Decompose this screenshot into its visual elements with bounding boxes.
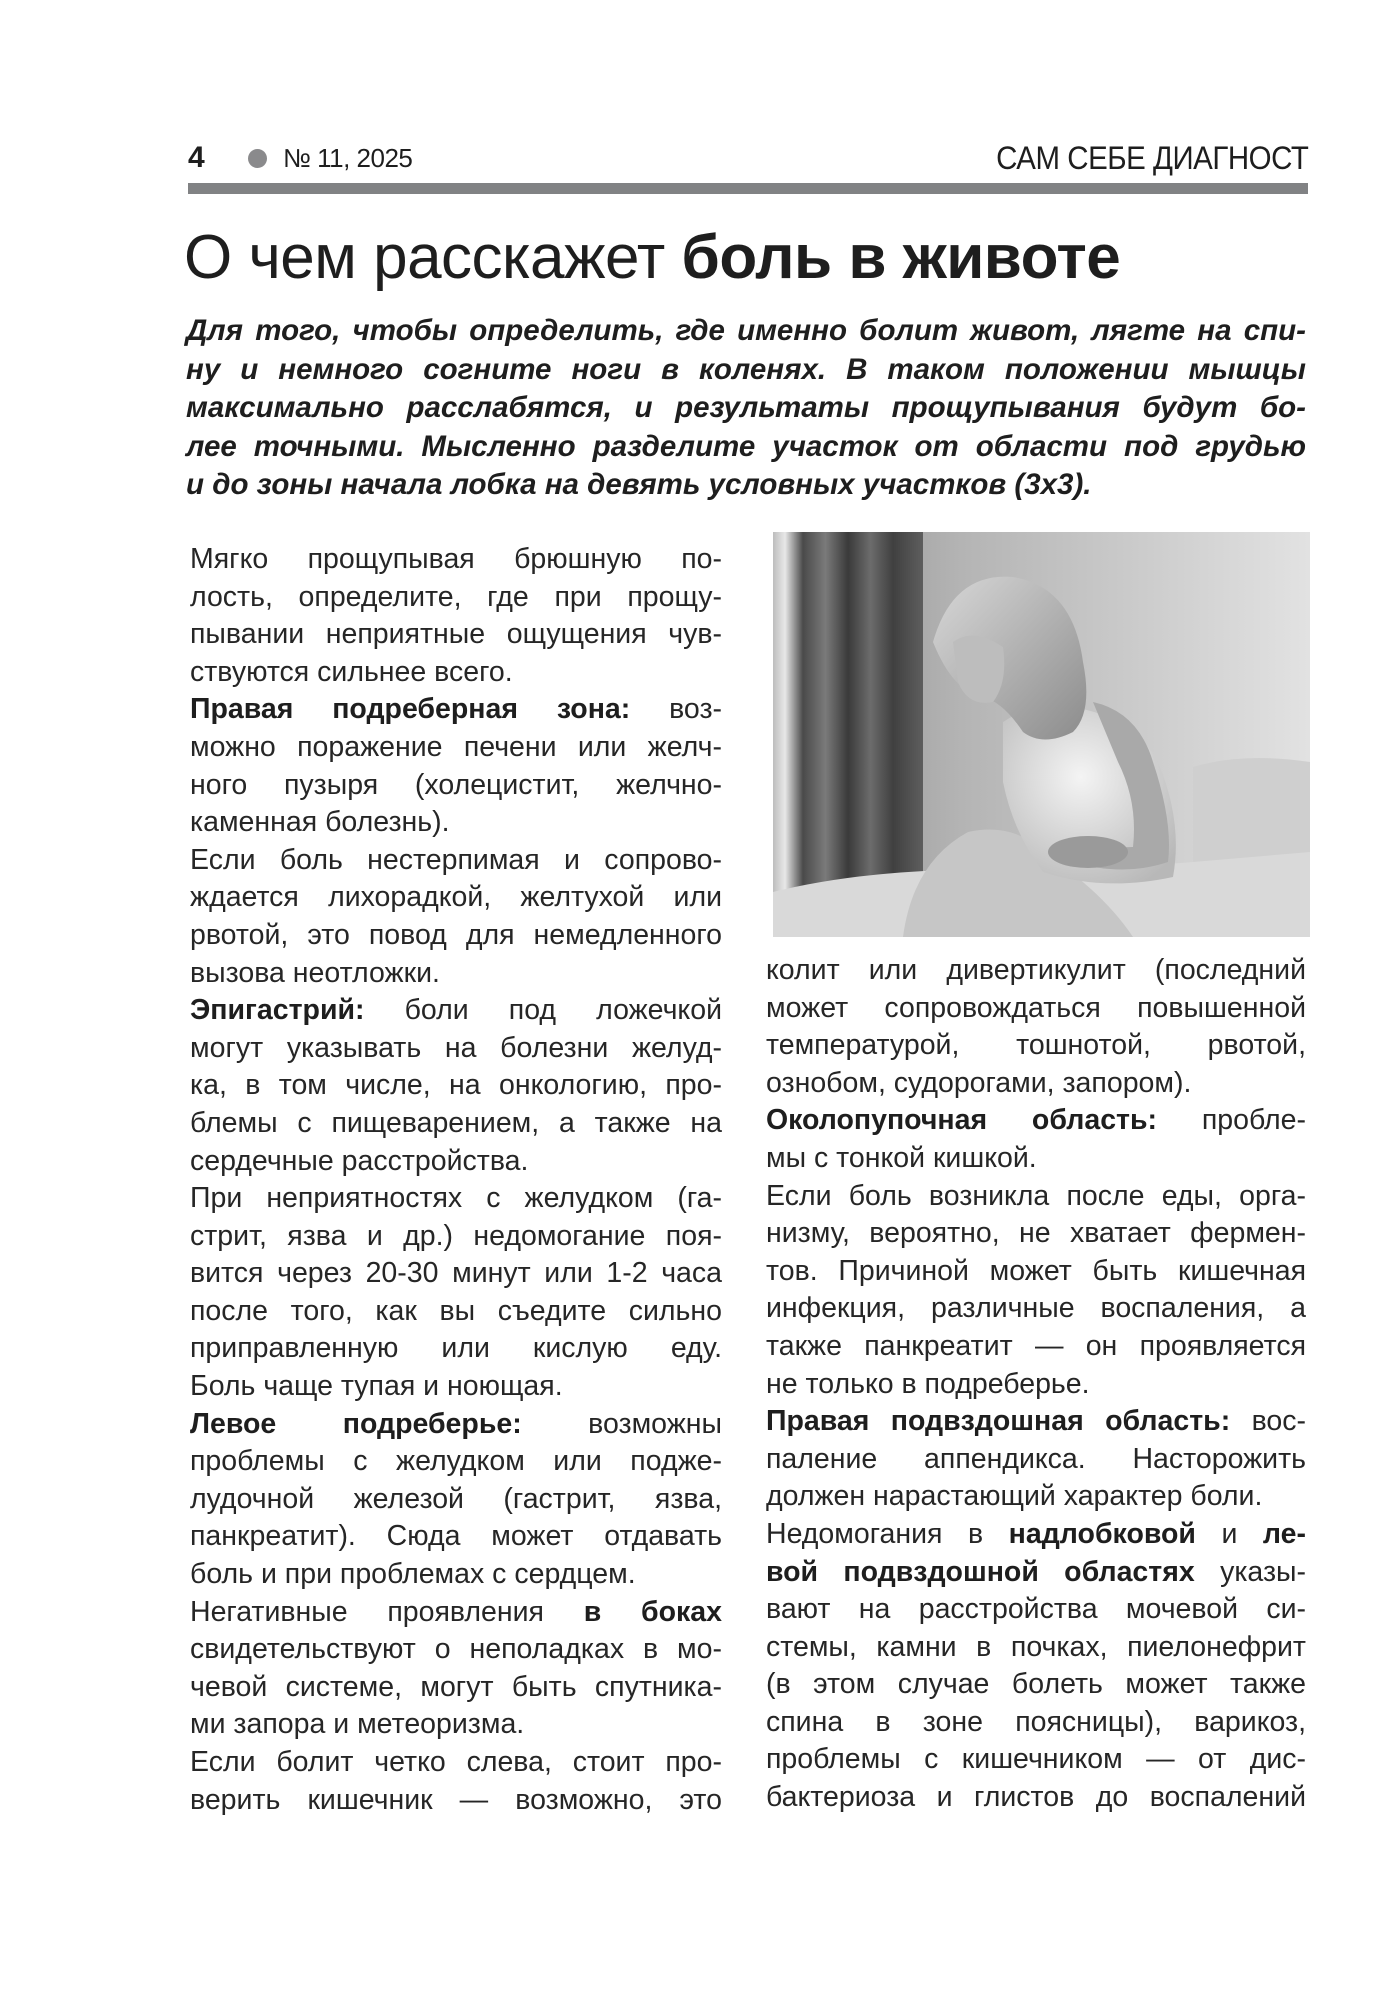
article-photo [773,532,1310,937]
subhead-line [766,1102,1306,1140]
text-line: рвотой, это повод для немедленного [190,918,722,951]
text-line: может сопровождаться повышенной [766,991,1306,1024]
text-line: (в этом случае болеть может также [766,1668,1306,1701]
text-line: ждается лихорадкой, желтухой или [190,881,722,914]
text-line: ознобом, судорогами, запором). [766,1066,1192,1099]
text-line: Если боль возникла после еды, орга- [766,1179,1306,1212]
text-line: паление аппендикса. Насторожить [766,1442,1306,1475]
right-column [766,952,1306,1817]
text-line: не только в подреберье. [766,1367,1090,1400]
text-line: пывании неприятные ощущения чув- [190,618,722,651]
text-line: Мягко прощупывая брюшную по- [190,543,722,575]
subhead-epigastrium: Эпигастрий: [190,994,365,1027]
header-rule [188,183,1308,194]
issue-number: № 11, 2025 [283,143,413,173]
page-number: 4 [188,141,205,174]
emphasis-sides: в боках [583,1595,722,1628]
article-title-light: О чем расскажет [184,223,682,292]
text-line: колит или дивертикулит (последний [766,954,1306,986]
text-line: спина в зоне поясницы), варикоз, [766,1705,1306,1738]
text-line: низму, вероятно, не хватает фермен- [766,1217,1306,1250]
text-line: вызова неотложки. [190,956,440,989]
left-column [190,541,722,1819]
text-line: стемы, камни в почках, пиелонефрит [766,1630,1306,1663]
lead-line: максимально расслабятся, и результаты прощупывания будут бо- [186,391,1306,424]
text-line: лость, определите, где при прощу- [190,580,722,613]
text-run: указы- [1194,1555,1306,1588]
text-line: можно поражение печени или желч- [190,730,722,763]
text-line: проблемы с кишечником — от дис- [766,1743,1306,1776]
section-name: САМ СЕБЕ ДИАГНОСТ [995,140,1308,176]
subhead-line [190,992,722,1030]
text-run: пробле- [1157,1104,1306,1137]
text-line: инфекция, различные воспаления, а [766,1292,1306,1325]
text-line: боль и при проблемах с сердцем. [190,1558,636,1591]
lead-line: ну и немного согните ноги в коленях. В таком положении мышцы [186,352,1306,386]
text-line: после того, как вы съедите сильно [190,1294,722,1327]
text-line: Если боль нестерпимая и сопрово- [190,843,722,876]
emphasis-suprapubic: надлобковой [1008,1517,1196,1550]
lead-line: Для того, чтобы определить, где именно болит живот, лягте на спи- [186,314,1306,347]
text-run: воз- [630,693,722,726]
bullet-dot-icon [248,149,267,168]
text-line: тов. Причиной может быть кишечная [766,1254,1306,1287]
text-line: ка, в том числе, на онкологию, про- [190,1069,722,1102]
running-header [188,138,1308,178]
subhead-right-hypochondrium: Правая подреберная зона: [190,693,631,726]
text-line: также панкреатит — он проявляется [766,1329,1306,1362]
text-line: могут указывать на болезни желуд- [190,1031,722,1064]
lead-line: лее точными. Мысленно разделите участок от области под грудью [186,429,1306,463]
text-run: Недомогания в [766,1517,1009,1550]
text-line: температурой, тошнотой, рвотой, [766,1029,1306,1062]
text-line: ми запора и метеоризма. [190,1708,525,1741]
subhead-line [190,691,722,729]
text-line: проблемы с желудком или подже- [190,1445,722,1478]
text-line [190,1594,722,1632]
article-title [184,220,1324,296]
text-line: верить кишечник — возможно, это [190,1783,722,1816]
article-title-bold: боль в животе [681,223,1121,292]
emphasis-left-iliac-part2: вой подвздошной областях [766,1555,1195,1588]
subhead-line [190,1406,722,1444]
text-line: Боль чаще тупая и ноющая. [190,1370,563,1403]
text-line: вится через 20-30 минут или 1-2 часа [190,1257,722,1290]
subhead-left-hypochondrium: Левое подреберье: [190,1407,522,1440]
text-line: приправленную или кислую еду. [190,1332,722,1365]
text-line: должен нарастающий характер боли. [766,1480,1263,1513]
lead-line: и до зоны начала лобка на девять условных участков (3х3). [186,468,1092,501]
text-run: Негативные проявления [190,1595,584,1628]
text-line [766,1516,1306,1554]
emphasis-left-iliac-part1: ле- [1262,1517,1306,1550]
text-line: ствуются сильнее всего. [190,655,513,688]
article-lead [186,312,1306,505]
text-run: возможны [521,1407,722,1440]
text-line: свидетельствуют о неполадках в мо- [190,1633,722,1666]
text-line: панкреатит). Сюда может отдавать [190,1520,722,1553]
subhead-right-iliac: Правая подвздошная область: [766,1405,1231,1438]
text-line: ного пузыря (холецистит, желчно- [190,768,722,801]
text-run: вос- [1230,1405,1306,1438]
text-line: сердечные расстройства. [190,1144,529,1177]
subhead-periumbilical: Околопупочная область: [766,1104,1158,1137]
text-line: лудочной железой (гастрит, язва, [190,1482,722,1515]
text-line: каменная болезнь). [190,806,450,839]
text-line: блемы с пищеварением, а также на [190,1106,722,1139]
text-line: При неприятностях с желудком (га- [190,1182,722,1215]
subhead-line [766,1403,1306,1441]
text-run: и [1195,1517,1263,1550]
text-line: вают на расстройства мочевой си- [766,1593,1306,1626]
text-line: мы с тонкой кишкой. [766,1141,1037,1174]
text-line [766,1554,1306,1592]
text-line: стрит, язва и др.) недомогание поя- [190,1219,722,1252]
text-line: Если болит четко слева, стоит про- [190,1746,722,1778]
text-run: боли под ложечкой [364,994,722,1027]
woman-abdominal-pain-photo [773,532,1310,937]
text-line: бактериоза и глистов до воспалений [766,1781,1306,1814]
text-line: чевой системе, могут быть спутника- [190,1670,722,1703]
